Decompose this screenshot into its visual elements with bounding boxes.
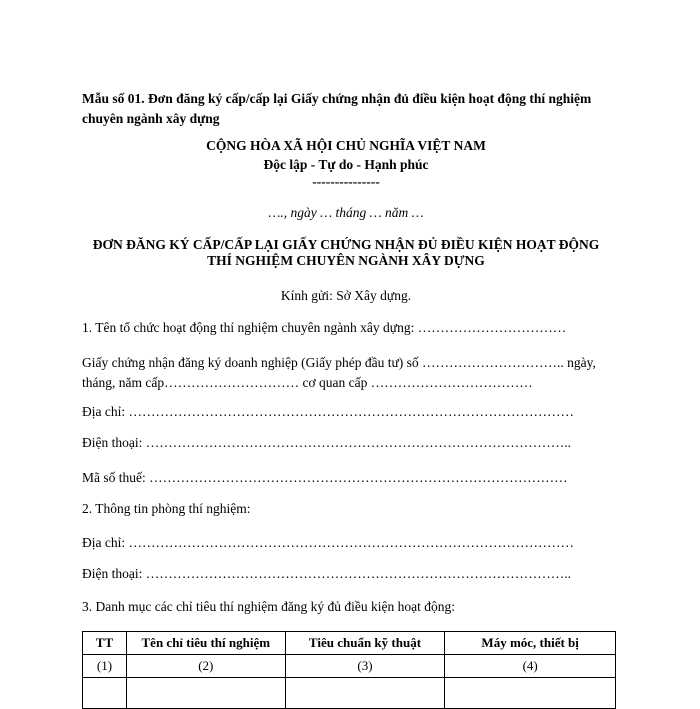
business-certificate-field [82,353,610,393]
business-certificate-line1: Giấy chứng nhận đăng ký doanh nghiệp (Giấy phép đầu tư) số ………………………….. ngày, [82,355,596,370]
lab-address-field: Địa chỉ: ……………………………………………………………………………………… [82,535,574,550]
org-phone-field: Điện thoại: ………………………………………………………………………………….. [82,435,571,450]
table-cell [83,678,127,709]
table-row [83,678,616,709]
col-number-4: (4) [445,655,616,678]
form-heading [82,89,610,129]
table-number-row [83,655,616,678]
org-tax-code-field: Mã số thuế: ………………………………………………………………………………… [82,470,568,485]
business-certificate-line2: tháng, năm cấp………………………… cơ quan cấp ……………………………… [82,375,533,390]
motto-separator: --------------- [312,174,380,189]
form-heading-line1: Mẫu số 01. Đơn đăng ký cấp/cấp lại Giấy chứng nhận đủ điều kiện hoạt động thí nghiệm [82,91,592,106]
section2-title: 2. Thông tin phòng thí nghiệm: [82,501,251,516]
national-title: CỘNG HÒA XÃ HỘI CHỦ NGHĨA VIỆT NAM [206,138,486,153]
recipient: Kính gửi: Sở Xây dựng. [280,288,412,303]
motto: Độc lập - Tự do - Hạnh phúc [263,157,429,172]
table-cell [285,678,445,709]
document-title-line1: ĐƠN ĐĂNG KÝ CẤP/CẤP LẠI GIẤY CHỨNG NHẬN ĐỦ ĐIỀU KIỆN HOẠT ĐỘNG [92,237,600,252]
header-tt: TT [83,632,127,655]
header-criteria-name: Tên chỉ tiêu thí nghiệm [126,632,285,655]
section3-title: 3. Danh mục các chỉ tiêu thí nghiệm đăng ký đủ điều kiện hoạt động: [82,599,456,614]
col-number-2: (2) [126,655,285,678]
lab-phone-field: Điện thoại: ………………………………………………………………………………….. [82,566,571,581]
document-title-line2: THÍ NGHIỆM CHUYÊN NGÀNH XÂY DỰNG [207,253,485,268]
header-equipment: Máy móc, thiết bị [445,632,616,655]
document-title [76,235,616,271]
col-number-3: (3) [285,655,445,678]
org-name-field: 1. Tên tổ chức hoạt động thí nghiệm chuyên ngành xây dựng: …………………………… [82,320,567,335]
col-number-1: (1) [83,655,127,678]
table-cell [445,678,616,709]
header-technical-standard: Tiêu chuẩn kỹ thuật [285,632,445,655]
test-criteria-table [82,631,616,709]
form-heading-line2: chuyên ngành xây dựng [82,111,220,126]
table-cell [126,678,285,709]
date-line: …., ngày … tháng … năm … [268,205,424,220]
org-address-field: Địa chỉ: ……………………………………………………………………………………… [82,404,574,419]
table-header-row [83,632,616,655]
